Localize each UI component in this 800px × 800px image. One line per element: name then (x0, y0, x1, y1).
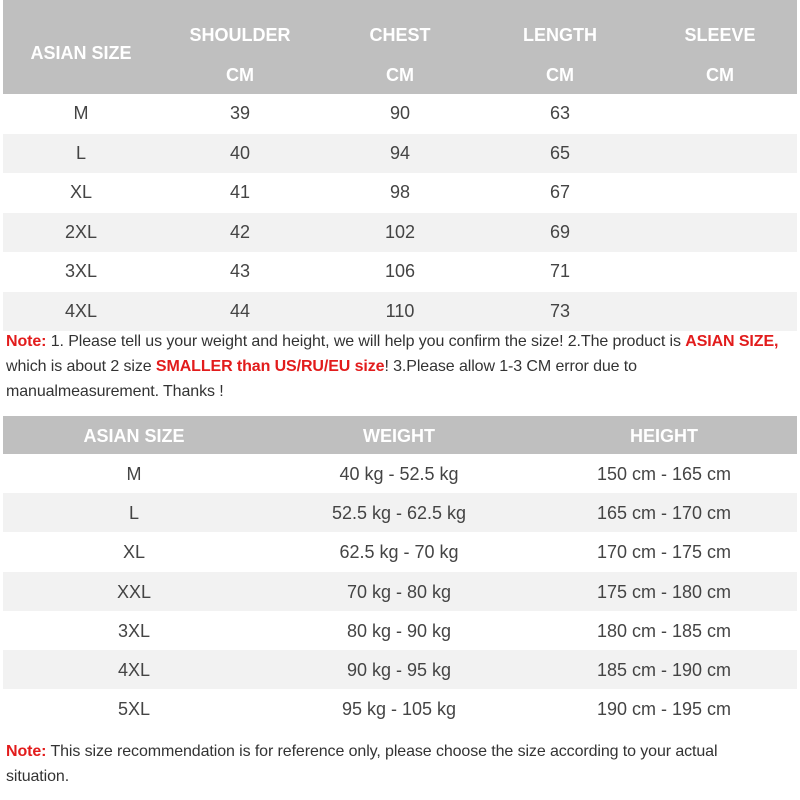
header-unit: CM (706, 65, 734, 85)
cell-shoulder: 41 (229, 182, 251, 203)
cell-weight: 52.5 kg - 62.5 kg (331, 503, 467, 524)
cell-chest: 110 (385, 300, 415, 321)
reference-note (6, 739, 798, 789)
cell-height: 185 cm - 190 cm (596, 659, 732, 680)
header-unit: CM (385, 65, 414, 85)
table-row (3, 572, 797, 611)
note-text: which is about 2 size (6, 358, 156, 375)
note-label: Note: (6, 743, 47, 760)
cell-size: XXL (116, 581, 152, 602)
note-line (6, 329, 798, 354)
table-row (3, 611, 797, 650)
cell-size: 5XL (117, 699, 151, 720)
cell-chest: 94 (389, 142, 411, 163)
cell-shoulder: 42 (229, 221, 251, 242)
header-length (523, 25, 597, 86)
cell-height: 190 cm - 195 cm (596, 699, 732, 720)
header-unit: CM (546, 65, 574, 85)
cell-size: L (75, 142, 87, 163)
size-measurement-table (3, 0, 797, 331)
note-text: This size recommendation is for reference only, please choose the size according to your actual (46, 743, 718, 760)
cell-length: 71 (549, 261, 571, 282)
cell-size: 4XL (64, 300, 98, 321)
table-row (3, 94, 797, 134)
cell-size: XL (69, 182, 93, 203)
cell-length: 73 (549, 300, 571, 321)
cell-height: 165 cm - 170 cm (596, 503, 732, 524)
cell-shoulder: 39 (229, 103, 251, 124)
cell-size: L (128, 503, 140, 524)
table-row (3, 689, 797, 728)
table-row (3, 493, 797, 532)
note-text: ! 3.Please allow 1-3 CM error due to (384, 358, 637, 375)
note-highlight-asian-size: ASIAN SIZE, (685, 333, 779, 350)
size-table-header (3, 0, 797, 94)
header-unit: CM (225, 65, 254, 85)
cell-size: 4XL (117, 659, 151, 680)
cell-size: M (73, 103, 89, 124)
header-shoulder (189, 25, 290, 86)
header-sleeve (684, 25, 755, 86)
note-line (6, 379, 798, 404)
cell-size: XL (122, 542, 146, 563)
cell-size: 3XL (117, 620, 151, 641)
header-asian-size: ASIAN SIZE (83, 426, 185, 446)
cell-weight: 90 kg - 95 kg (346, 659, 452, 680)
header-label: SHOULDER (189, 25, 291, 45)
cell-height: 170 cm - 175 cm (596, 542, 732, 563)
cell-chest: 106 (384, 261, 416, 282)
table-row (3, 134, 797, 174)
recommendation-table-header (3, 416, 797, 454)
table-row (3, 252, 797, 292)
cell-weight: 80 kg - 90 kg (346, 620, 452, 641)
cell-weight: 70 kg - 80 kg (346, 581, 452, 602)
cell-shoulder: 43 (229, 261, 251, 282)
cell-weight: 62.5 kg - 70 kg (339, 542, 459, 563)
note-label: Note: (6, 333, 47, 350)
note-text: manualmeasurement. Thanks ! (6, 383, 224, 400)
cell-shoulder: 44 (229, 300, 251, 321)
cell-shoulder: 40 (229, 142, 251, 163)
cell-height: 180 cm - 185 cm (596, 620, 732, 641)
note-line (6, 739, 798, 764)
cell-weight: 40 kg - 52.5 kg (339, 464, 459, 484)
table-row (3, 292, 797, 332)
note-highlight-smaller: SMALLER than US/RU/EU size (155, 358, 385, 375)
cell-height: 150 cm - 165 cm (596, 464, 732, 484)
cell-size: 2XL (64, 221, 98, 242)
note-text: 1. Please tell us your weight and height, we will help you confirm the size! 2.The product is (46, 333, 686, 350)
cell-length: 69 (549, 221, 571, 242)
header-label: SLEEVE (684, 25, 756, 45)
cell-chest: 90 (389, 103, 411, 124)
cell-length: 63 (549, 103, 571, 124)
cell-chest: 98 (389, 182, 411, 203)
table-row (3, 454, 797, 493)
header-label: CHEST (369, 25, 431, 45)
header-label: LENGTH (523, 25, 597, 45)
table-row (3, 532, 797, 571)
note-text: situation. (6, 768, 70, 785)
header-height: HEIGHT (629, 426, 699, 446)
size-note (6, 329, 798, 404)
table-row (3, 650, 797, 689)
cell-length: 65 (549, 142, 571, 163)
cell-weight: 95 kg - 105 kg (341, 699, 457, 720)
cell-height: 175 cm - 180 cm (596, 581, 732, 602)
table-row (3, 173, 797, 213)
header-asian-size (30, 43, 131, 64)
header-weight: WEIGHT (363, 426, 435, 446)
size-recommendation-table (3, 416, 797, 728)
note-line (6, 764, 798, 789)
cell-size: 3XL (64, 261, 98, 282)
table-row (3, 213, 797, 253)
header-label: ASIAN SIZE (30, 43, 132, 63)
cell-chest: 102 (384, 221, 416, 242)
cell-size: M (126, 464, 142, 484)
cell-length: 67 (549, 182, 571, 203)
header-chest (369, 25, 430, 86)
note-line (6, 354, 798, 379)
